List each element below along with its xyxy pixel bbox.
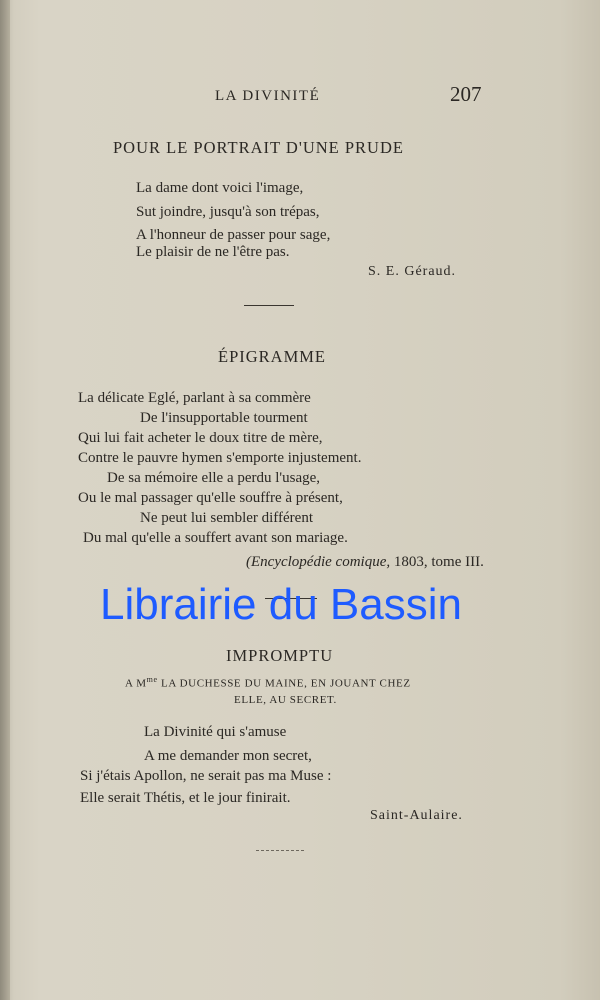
poem1-line: Sut joindre, jusqu'à son trépas, (136, 204, 320, 220)
poem2-title: ÉPIGRAMME (218, 347, 327, 366)
poem3-subtitle-line1 (125, 675, 411, 690)
poem2-line: De sa mémoire elle a perdu l'usage, (107, 470, 321, 486)
poem2-line: La délicate Eglé, parlant à sa commère (78, 390, 311, 406)
page-number: 207 (450, 82, 482, 106)
section-divider (244, 305, 294, 306)
poem2-line: Qui lui fait acheter le doux titre de mère, (78, 430, 323, 446)
poem2-line: Contre le pauvre hymen s'emporte injustement. (78, 450, 362, 466)
poem1-line: La dame dont voici l'image, (136, 180, 304, 196)
book-spine-shadow (0, 0, 10, 1000)
end-ornament (256, 850, 304, 851)
poem1-title: POUR LE PORTRAIT D'UNE PRUDE (113, 138, 404, 157)
poem3-subtitle-prefix: A M (125, 677, 147, 690)
poem1-line: Le plaisir de ne l'être pas. (136, 244, 290, 260)
poem2-source-details: 1803, tome III. (393, 554, 484, 570)
poem3-subtitle-line2: ELLE, AU SECRET. (234, 694, 337, 706)
poem3-line: La Divinité qui s'amuse (144, 724, 287, 740)
poem3-line: Si j'étais Apollon, ne serait pas ma Muse : (80, 768, 332, 784)
poem1-author: S. E. Géraud. (368, 264, 457, 279)
poem2-source (246, 552, 484, 572)
poem2-source-title: (Encyclopédie comique, (246, 554, 391, 570)
poem2-line: Du mal qu'elle a souffert avant son mariage. (83, 530, 348, 546)
poem2-line: De l'insupportable tourment (140, 410, 308, 426)
poem3-subtitle-rest: LA DUCHESSE DU MAINE, EN JOUANT CHEZ (157, 677, 411, 690)
poem2-line: Ou le mal passager qu'elle souffre à présent, (78, 490, 343, 506)
poem3-line: A me demander mon secret, (144, 748, 312, 764)
bookseller-watermark: Librairie du Bassin (100, 580, 462, 629)
poem3-author: Saint-Aulaire. (370, 808, 463, 823)
poem3-line: Elle serait Thétis, et le jour finirait. (80, 790, 291, 806)
poem3-title: IMPROMPTU (226, 646, 334, 665)
poem1-line: A l'honneur de passer pour sage, (136, 227, 331, 243)
running-head: LA DIVINITÉ (215, 88, 321, 104)
poem2-line: Ne peut lui sembler différent (140, 510, 313, 526)
poem3-subtitle-sup: me (146, 675, 158, 684)
